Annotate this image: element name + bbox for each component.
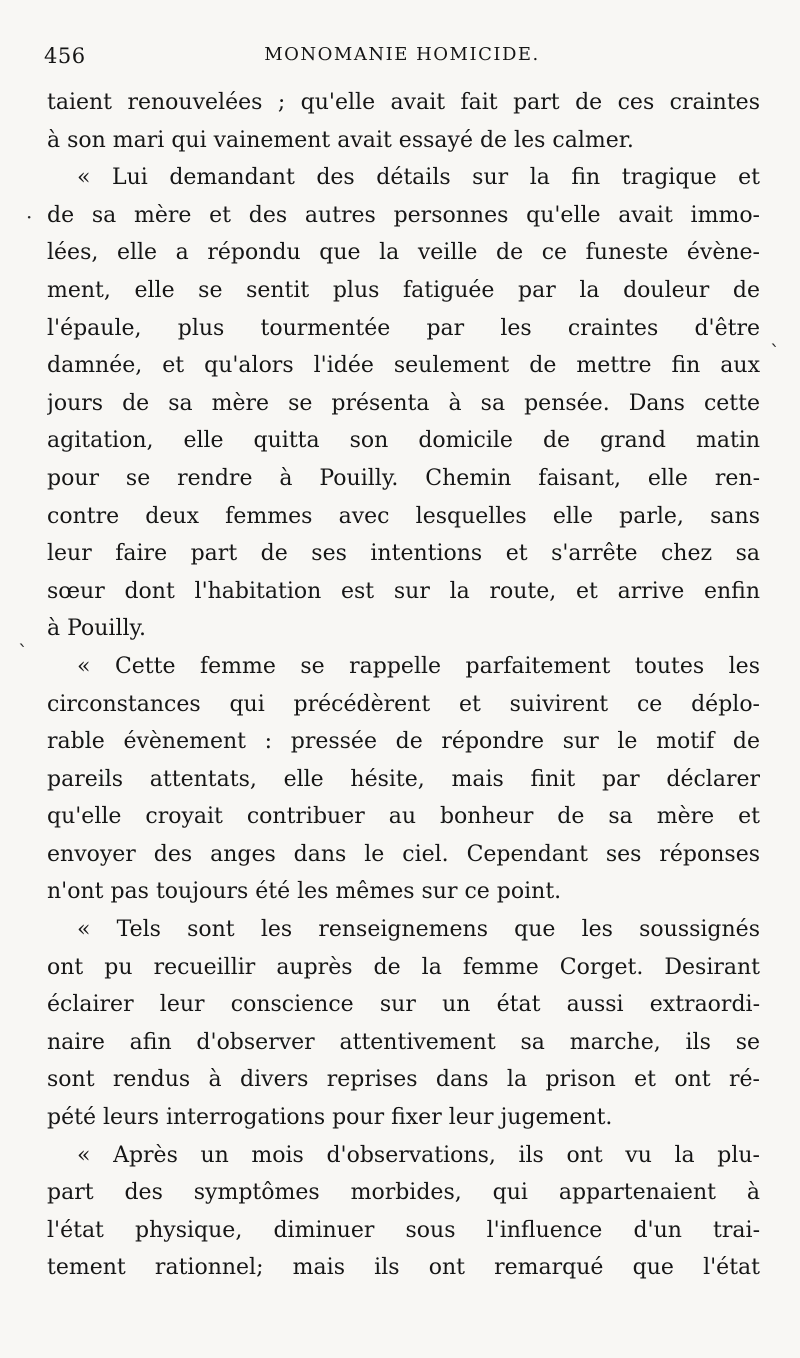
text-line: « Tels sont les renseignemens que les soussignés — [77, 917, 760, 943]
text-line: sont rendus à divers reprises dans la prison et ont ré- — [47, 1067, 760, 1093]
text-line: de sa mère et des autres personnes qu'elle avait immo- — [47, 202, 760, 228]
page-header — [44, 44, 760, 74]
text-line: agitation, elle quitta son domicile de grand matin — [47, 428, 760, 454]
text-line: circonstances qui précédèrent et suivirent ce déplo- — [47, 691, 760, 717]
body-text — [47, 84, 760, 1287]
text-line: rable évènement : pressée de répondre sur le motif de — [47, 729, 760, 755]
text-line: envoyer des anges dans le ciel. Cependant ses réponses — [47, 841, 760, 867]
text-line: « Après un mois d'observations, ils ont vu la plu- — [77, 1142, 760, 1168]
text-line: pareils attentats, elle hésite, mais finit par déclarer — [47, 766, 760, 792]
text-line: damnée, et qu'alors l'idée seulement de mettre fin aux — [47, 353, 760, 379]
text-line: sœur dont l'habitation est sur la route, et arrive enfin — [47, 578, 760, 604]
text-line: l'état physique, diminuer sous l'influence d'un trai- — [47, 1217, 760, 1243]
text-line: part des symptômes morbides, qui appartenaient à — [47, 1180, 760, 1206]
page-number: 456 — [44, 44, 86, 68]
text-line: contre deux femmes avec lesquelles elle parle, sans — [47, 503, 760, 529]
text-line: n'ont pas toujours été les mêmes sur ce point. — [47, 879, 562, 905]
margin-tick-mark: ˋ — [18, 640, 28, 664]
text-line: taient renouvelées ; qu'elle avait fait part de ces craintes — [47, 90, 760, 115]
text-line: « Lui demandant des détails sur la fin tragique et — [77, 165, 760, 191]
text-line: tement rationnel; mais ils ont remarqué que l'état — [47, 1255, 760, 1281]
text-line: qu'elle croyait contribuer au bonheur de sa mère et — [47, 804, 760, 830]
margin-dot-mark: · — [26, 205, 33, 229]
text-line: à Pouilly. — [47, 616, 147, 642]
text-line: ment, elle se sentit plus fatiguée par la douleur de — [47, 277, 760, 303]
text-line: ont pu recueillir auprès de la femme Corget. Desirant — [47, 954, 760, 980]
text-line: pété leurs interrogations pour fixer leur jugement. — [47, 1105, 613, 1131]
text-line: éclairer leur conscience sur un état aussi extraordi- — [47, 992, 760, 1018]
text-line: lées, elle a répondu que la veille de ce funeste évène- — [47, 240, 760, 266]
margin-tick-mark-right: ˋ — [770, 340, 780, 364]
running-title: MONOMANIE HOMICIDE. — [264, 44, 540, 65]
text-line: leur faire part de ses intentions et s'arrête chez sa — [47, 541, 760, 567]
text-line: naire afin d'observer attentivement sa marche, ils se — [47, 1029, 760, 1055]
text-line: pour se rendre à Pouilly. Chemin faisant, elle ren- — [47, 465, 760, 491]
text-line: à son mari qui vainement avait essayé de les calmer. — [47, 127, 634, 153]
text-line: l'épaule, plus tourmentée par les craintes d'être — [47, 315, 760, 341]
text-line: « Cette femme se rappelle parfaitement toutes les — [77, 653, 760, 679]
text-line: jours de sa mère se présenta à sa pensée. Dans cette — [47, 390, 760, 416]
